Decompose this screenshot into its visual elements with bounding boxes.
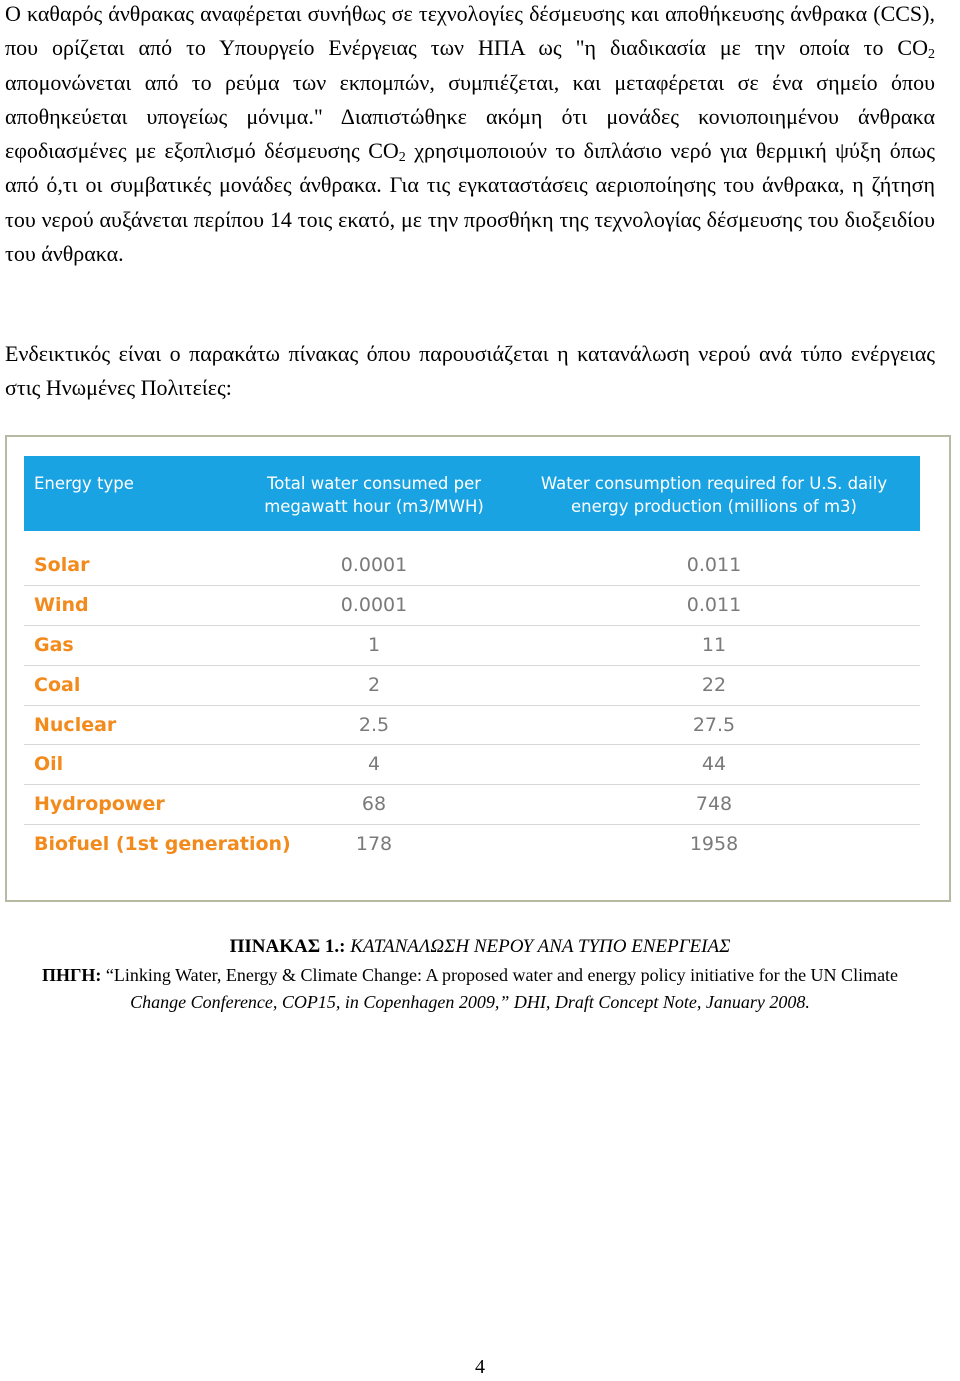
source-text-italic: Change Conference, COP15, in Copenhagen 2009,” DHI, Draft Concept Note, January 2008. — [130, 992, 810, 1012]
subscript: 2 — [398, 150, 406, 166]
daily-consumption-cell: 0.011 — [686, 593, 742, 616]
energy-type-cell: Nuclear — [34, 713, 117, 736]
table-header — [24, 456, 920, 531]
table-row — [24, 586, 920, 626]
source-text: “Linking Water, Energy & Climate Change: A proposed water and energy policy initiative for the UN Climate — [101, 965, 899, 985]
caption-colon: : — [339, 936, 346, 957]
table-row — [24, 825, 920, 864]
table-row — [24, 706, 920, 746]
energy-type-cell: Coal — [34, 673, 81, 696]
subscript: 2 — [928, 47, 935, 63]
daily-consumption-cell: 44 — [701, 753, 727, 776]
paragraph-text: χρησιμοποιούν το διπλάσιο νερό για θερμική ψύξη όπως από ό,τι οι συμβατικές μονάδες άνθρακα. Για τις εγκαταστάσεις αεριοποίησης του άνθρακα, η ζήτηση του νερού αυξάνεται περίπου 14 τοις εκατό, με την προσθήκη της τεχνολογίας δέσμευσης του διοξειδίου του άνθρακα. — [5, 138, 935, 267]
table-row — [24, 666, 920, 706]
water-per-mwh-cell: 68 — [361, 793, 387, 816]
energy-type-cell: Wind — [34, 593, 89, 616]
energy-type-cell: Hydropower — [34, 793, 165, 816]
header-daily-consumption: Water consumption required for U.S. daily energy production (millions of m3) — [540, 474, 888, 516]
caption-label: ΠΙΝΑΚΑΣ 1. — [229, 936, 340, 957]
water-per-mwh-cell: 2 — [367, 673, 381, 696]
water-per-mwh-cell: 0.0001 — [340, 554, 408, 576]
daily-consumption-cell: 11 — [701, 633, 727, 656]
caption-text: ΚΑΤΑΝΑΛΩΣΗ ΝΕΡΟΥ ΑΝΑ ΤΥΠΟ ΕΝΕΡΓΕΙΑΣ — [345, 936, 731, 957]
table-row — [24, 626, 920, 666]
body-paragraph-ccs — [5, 0, 935, 271]
paragraph-text: απομονώνεται από το ρεύμα των εκπομπών, συμπιέζεται, και μεταφέρεται σε ένα σημείο όπου αποθηκεύεται υπογείως μόνιμα." Διαπιστώθηκε ακόμη ότι μονάδες κονιοποιημένου άνθρακα εφοδιασμένες με εξοπλισμό δέσμευσης CO — [5, 69, 935, 164]
header-energy-type: Energy type — [34, 474, 134, 493]
header-water-per-mwh: Total water consumed per megawatt hour (m3/MWH) — [264, 474, 484, 516]
water-consumption-table — [24, 456, 920, 864]
daily-consumption-cell: 27.5 — [692, 713, 736, 736]
water-per-mwh-cell: 2.5 — [358, 713, 390, 736]
table-caption — [0, 934, 960, 960]
body-paragraph-table-intro: Ενδεικτικός είναι ο παρακάτω πίνακας όπου παρουσιάζεται η κατανάλωση νερού ανά τύπο ενέργειας στις Ηνωμένες Πολιτείες: — [5, 341, 935, 401]
energy-type-cell: Biofuel (1st generation) — [34, 833, 291, 856]
paragraph-text: Ο καθαρός άνθρακας αναφέρεται συνήθως σε τεχνολογίες δέσμευσης και αποθήκευσης άνθρακα (CCS), που ορίζεται από το Υπουργείο Ενέργειας των ΗΠΑ ως "η διαδικασία με την οποία το CO — [5, 1, 935, 61]
daily-consumption-cell: 1958 — [689, 833, 739, 856]
table-row — [24, 546, 920, 586]
energy-type-cell: Solar — [34, 554, 90, 576]
source-label: ΠΗΓΗ: — [41, 965, 102, 985]
water-per-mwh-cell: 178 — [355, 833, 393, 856]
table-figure — [5, 435, 951, 902]
table-source — [5, 962, 935, 1016]
daily-consumption-cell: 22 — [701, 673, 727, 696]
water-per-mwh-cell: 0.0001 — [340, 593, 408, 616]
energy-type-cell: Oil — [34, 753, 64, 776]
water-per-mwh-cell: 1 — [367, 633, 381, 656]
daily-consumption-cell: 748 — [695, 793, 733, 816]
page-number: 4 — [475, 1356, 485, 1378]
energy-type-cell: Gas — [34, 633, 74, 656]
daily-consumption-cell: 0.011 — [686, 554, 742, 576]
table-body — [24, 546, 920, 864]
table-row — [24, 785, 920, 825]
table-row — [24, 745, 920, 785]
water-per-mwh-cell: 4 — [367, 753, 381, 776]
